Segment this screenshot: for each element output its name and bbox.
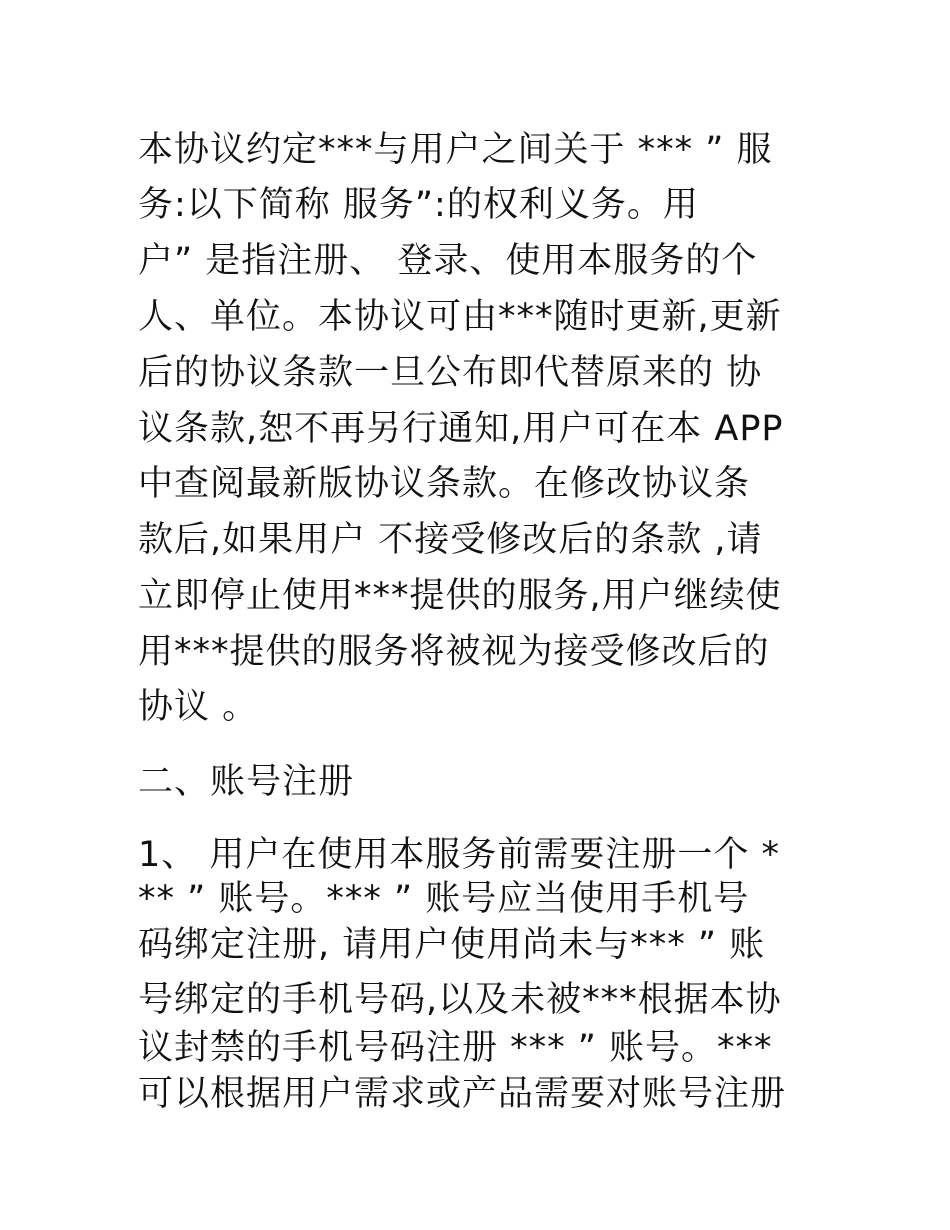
paragraph-2-line-6: 可以根据用户需求或产品需要对账号注册 [138,1074,787,1114]
paragraph-1-line-2: 务:以下简称 服务”:的权利义务。用 [138,185,699,225]
paragraph-2-line-5: 议封禁的手机号码注册 *** ” 账号。*** [138,1028,773,1068]
paragraph-1-line-4: 人、单位。本协议可由***随时更新,更新 [138,297,782,337]
paragraph-1-line-7: 中查阅最新版协议条款。在修改协议条 [138,464,751,504]
paragraph-2-line-2: ** ” 账号。*** ” 账号应当使用手机号 [138,879,750,919]
paragraph-1-line-9: 立即停止使用***提供的服务,用户继续使 [138,576,782,616]
paragraph-1-line-3: 户” 是指注册、 登录、使用本服务的个 [138,241,758,281]
paragraph-2-line-4: 号绑定的手机号码,以及未被***根据本协 [138,980,782,1020]
paragraph-1-line-11: 协议 。 [138,687,259,727]
section-heading-account-registration: 二、账号注册 [138,762,355,802]
paragraph-2-line-3: 码绑定注册, 请用户使用尚未与*** ” 账 [138,925,766,965]
paragraph-1-line-6: 议条款,恕不再另行通知,用户可在本 APP [138,409,784,449]
paragraph-1-line-8: 款后,如果用户 不接受修改后的条款 ,请 [138,520,763,560]
paragraph-1-line-5: 后的协议条款一旦公布即代替原来的 协 [138,353,763,393]
paragraph-1-line-10: 用***提供的服务将被视为接受修改后的 [138,632,770,672]
paragraph-2-line-1: 1、 用户在使用本服务前需要注册一个 * [138,835,781,875]
paragraph-1-line-1: 本协议约定***与用户之间关于 *** ” 服 [138,130,773,170]
